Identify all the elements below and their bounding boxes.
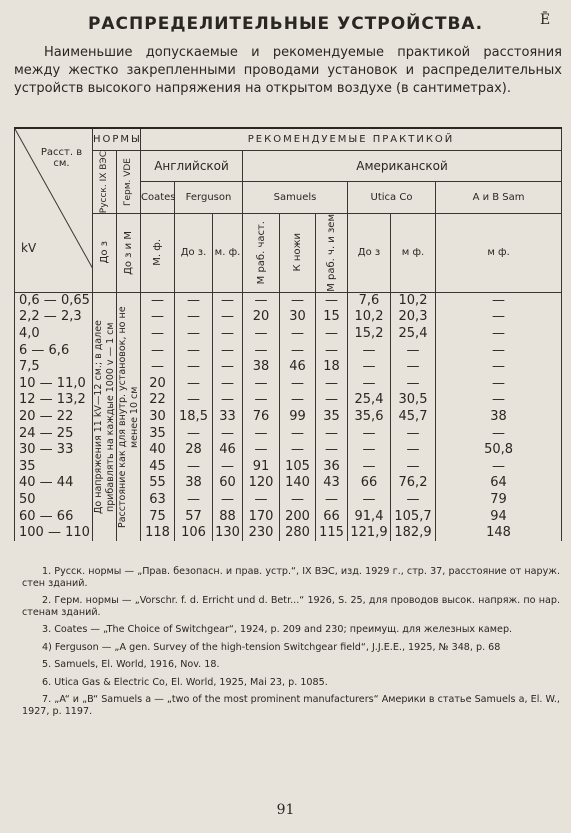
value-cell: —: [213, 375, 243, 392]
value-cell: —: [175, 326, 213, 343]
voltage-range-cell: 7,5: [15, 359, 93, 376]
footnote: 1. Русск. нормы — „Прав. безопасн. и прав. устр.“, IX ВЭС, изд. 1929 г., стр. 37, расстояние от наруж. стен зданий.: [22, 566, 560, 589]
voltage-range-cell: 10 — 11,0: [15, 375, 93, 392]
germ-norms-merged-cell: Расстояние как для внутр. установок, но не менее 10 см: [117, 292, 141, 541]
value-cell: —: [213, 425, 243, 442]
footnote: 4) Ferguson — „A gen. Survey of the high-tension Switchgear field“, J.J.E.E., 1925, № 348, p. 68: [42, 641, 501, 653]
value-cell: —: [391, 442, 436, 459]
value-cell: —: [391, 458, 436, 475]
value-cell: 50,8: [436, 442, 562, 459]
value-cell: —: [436, 392, 562, 409]
ferguson-do-subheader: До з.: [175, 213, 213, 292]
value-cell: 28: [175, 442, 213, 459]
value-cell: 15,2: [348, 326, 391, 343]
value-cell: 36: [316, 458, 348, 475]
value-cell: 22: [141, 392, 175, 409]
value-cell: 230: [243, 525, 280, 542]
value-cell: —: [436, 425, 562, 442]
value-cell: 280: [280, 525, 316, 542]
value-cell: —: [175, 492, 213, 509]
table-row: [15, 292, 562, 309]
value-cell: —: [175, 292, 213, 309]
value-cell: 140: [280, 475, 316, 492]
value-cell: —: [213, 392, 243, 409]
value-cell: 182,9: [391, 525, 436, 542]
value-cell: —: [175, 309, 213, 326]
value-cell: 121,9: [348, 525, 391, 542]
page-title: РАСПРЕДЕЛИТЕЛЬНЫЕ УСТРОЙСТВА.: [87, 14, 484, 34]
value-cell: 20: [243, 309, 280, 326]
value-cell: 99: [280, 409, 316, 426]
value-cell: 25,4: [348, 392, 391, 409]
voltage-range-cell: 2,2 — 2,3: [15, 309, 93, 326]
value-cell: 55: [141, 475, 175, 492]
value-cell: —: [243, 326, 280, 343]
value-cell: 15: [316, 309, 348, 326]
value-cell: 30: [280, 309, 316, 326]
value-cell: 46: [213, 442, 243, 459]
value-cell: —: [243, 292, 280, 309]
value-cell: —: [316, 425, 348, 442]
voltage-range-cell: 12 — 13,2: [15, 392, 93, 409]
value-cell: 30: [141, 409, 175, 426]
recommended-header: РЕКОМЕНДУЕМЫЕ ПРАКТИКОЙ: [141, 128, 562, 150]
voltage-range-cell: 6 — 6,6: [15, 342, 93, 359]
value-cell: 60: [213, 475, 243, 492]
value-cell: 120: [243, 475, 280, 492]
value-cell: 38: [175, 475, 213, 492]
table-body: [15, 292, 562, 541]
footnote: 6. Utica Gas & Electric Co, El. World, 1925, Mai 23, p. 1085.: [42, 676, 328, 688]
value-cell: —: [213, 492, 243, 509]
value-cell: —: [436, 309, 562, 326]
samuels-k-nozhi-subheader: К ножи: [280, 213, 316, 292]
value-cell: 25,4: [391, 326, 436, 343]
value-cell: 20,3: [391, 309, 436, 326]
utica-do-subheader: До з: [348, 213, 391, 292]
ferguson-mf-subheader: м. ф.: [213, 213, 243, 292]
value-cell: —: [243, 425, 280, 442]
value-cell: —: [243, 375, 280, 392]
value-cell: —: [280, 326, 316, 343]
value-cell: —: [391, 342, 436, 359]
value-cell: —: [436, 326, 562, 343]
voltage-range-cell: 0,6 — 0,65: [15, 292, 93, 309]
utica-header: Utica Co: [348, 182, 436, 214]
value-cell: —: [391, 425, 436, 442]
voltage-range-cell: 20 — 22: [15, 409, 93, 426]
ab-samuels-header: A и B Sam: [436, 182, 562, 214]
value-cell: 30,5: [391, 392, 436, 409]
value-cell: —: [213, 292, 243, 309]
kv-label: kV: [21, 241, 37, 255]
value-cell: —: [348, 442, 391, 459]
value-cell: —: [243, 342, 280, 359]
value-cell: —: [280, 292, 316, 309]
english-header: Английской: [141, 150, 243, 182]
value-cell: 170: [243, 508, 280, 525]
value-cell: —: [213, 309, 243, 326]
coates-mf-subheader: М. ф.: [141, 213, 175, 292]
value-cell: 88: [213, 508, 243, 525]
value-cell: —: [141, 326, 175, 343]
value-cell: 38: [243, 359, 280, 376]
value-cell: 46: [280, 359, 316, 376]
value-cell: —: [348, 359, 391, 376]
value-cell: —: [280, 425, 316, 442]
value-cell: 105: [280, 458, 316, 475]
voltage-range-cell: 30 — 33: [15, 442, 93, 459]
footnote: 5. Samuels, El. World, 1916, Nov. 18.: [42, 659, 220, 670]
footnotes: [22, 566, 560, 723]
value-cell: 35: [316, 409, 348, 426]
voltage-range-cell: 35: [15, 458, 93, 475]
value-cell: 18,5: [175, 409, 213, 426]
voltage-range-cell: 50: [15, 492, 93, 509]
value-cell: 148: [436, 525, 562, 542]
value-cell: 33: [213, 409, 243, 426]
value-cell: —: [280, 392, 316, 409]
voltage-range-cell: 40 — 44: [15, 475, 93, 492]
value-cell: —: [316, 442, 348, 459]
value-cell: 64: [436, 475, 562, 492]
voltage-range-cell: 4,0: [15, 326, 93, 343]
value-cell: —: [175, 359, 213, 376]
samuels-m-rab-zem-subheader: М раб. ч. и зем: [316, 213, 348, 292]
norms-header: НОРМЫ: [93, 128, 141, 150]
value-cell: —: [316, 326, 348, 343]
value-cell: 94: [436, 508, 562, 525]
value-cell: —: [141, 292, 175, 309]
voltage-range-cell: 60 — 66: [15, 508, 93, 525]
value-cell: —: [175, 342, 213, 359]
value-cell: —: [243, 442, 280, 459]
american-header: Американской: [243, 150, 562, 182]
value-cell: —: [280, 492, 316, 509]
value-cell: —: [175, 458, 213, 475]
samuels-m-rab-subheader: М раб. част.: [243, 213, 280, 292]
value-cell: —: [243, 492, 280, 509]
value-cell: 118: [141, 525, 175, 542]
value-cell: —: [316, 375, 348, 392]
value-cell: —: [141, 359, 175, 376]
value-cell: —: [348, 492, 391, 509]
value-cell: 10,2: [348, 309, 391, 326]
value-cell: 76,2: [391, 475, 436, 492]
value-cell: —: [175, 375, 213, 392]
value-cell: 130: [213, 525, 243, 542]
coates-header: Coates: [141, 182, 175, 214]
value-cell: —: [391, 375, 436, 392]
value-cell: —: [213, 342, 243, 359]
value-cell: —: [141, 309, 175, 326]
value-cell: 105,7: [391, 508, 436, 525]
value-cell: —: [436, 292, 562, 309]
distance-table: [14, 127, 562, 541]
germ-do-subheader: До з и М: [117, 213, 141, 292]
value-cell: —: [280, 375, 316, 392]
footnote: 3. Coates — „The Choice of Switchgear“, 1924, p. 209 and 230; преимущ. для железных камер.: [42, 624, 513, 635]
footnote: 7. „A“ и „B“ Samuels a — „two of the most prominent manufacturers“ Америки в статье Samuels a, El. W., 1927, p. 1197.: [22, 694, 560, 717]
table-caption: Наименьшие допускаемые и рекомендуемые практикой расстояния между жестко закрепленными проводами установок и распределительных устройств высокого напряжения на открытом воздухе (в сантиметрах).: [14, 45, 562, 96]
value-cell: 10,2: [391, 292, 436, 309]
value-cell: 75: [141, 508, 175, 525]
value-cell: —: [141, 342, 175, 359]
value-cell: —: [175, 425, 213, 442]
value-cell: 66: [348, 475, 391, 492]
value-cell: 45: [141, 458, 175, 475]
value-cell: —: [243, 392, 280, 409]
value-cell: 35: [141, 425, 175, 442]
value-cell: —: [280, 342, 316, 359]
footnote: 2. Герм. нормы — „Vorschr. f. d. Erricht und d. Betr...“ 1926, S. 25, для проводов высок. напряж. по нар. стенам зданий.: [22, 595, 560, 618]
value-cell: —: [348, 458, 391, 475]
value-cell: —: [316, 342, 348, 359]
value-cell: 115: [316, 525, 348, 542]
value-cell: —: [280, 442, 316, 459]
utica-mf-subheader: м ф.: [391, 213, 436, 292]
value-cell: 91,4: [348, 508, 391, 525]
value-cell: —: [436, 375, 562, 392]
value-cell: 18: [316, 359, 348, 376]
value-cell: 40: [141, 442, 175, 459]
diagonal-header-cell: [15, 128, 93, 292]
value-cell: —: [348, 425, 391, 442]
value-cell: —: [436, 342, 562, 359]
value-cell: —: [175, 392, 213, 409]
voltage-range-cell: 24 — 25: [15, 425, 93, 442]
value-cell: 35,6: [348, 409, 391, 426]
value-cell: 7,6: [348, 292, 391, 309]
russ-norms-merged-cell: До напряжения 11 kV—12 см.; в далее прибавлять на каждые 1000 v — 1 см: [93, 292, 117, 541]
value-cell: 91: [243, 458, 280, 475]
russ-norms-header: Русск. IX ВЭС: [93, 150, 117, 213]
russ-do-subheader: До з: [93, 213, 117, 292]
value-cell: 57: [175, 508, 213, 525]
value-cell: —: [213, 458, 243, 475]
value-cell: 76: [243, 409, 280, 426]
value-cell: 79: [436, 492, 562, 509]
distance-label: Расст. в см.: [40, 147, 83, 169]
ferguson-header: Ferguson: [175, 182, 243, 214]
value-cell: 66: [316, 508, 348, 525]
value-cell: —: [391, 359, 436, 376]
value-cell: 63: [141, 492, 175, 509]
value-cell: 200: [280, 508, 316, 525]
value-cell: —: [316, 292, 348, 309]
value-cell: —: [436, 359, 562, 376]
value-cell: 38: [436, 409, 562, 426]
page-number: 91: [276, 802, 295, 818]
germ-norms-header: Герм. VDE: [117, 150, 141, 213]
value-cell: —: [391, 492, 436, 509]
value-cell: 20: [141, 375, 175, 392]
value-cell: —: [213, 359, 243, 376]
corner-mark: Ē: [540, 12, 551, 28]
value-cell: —: [436, 458, 562, 475]
value-cell: —: [213, 326, 243, 343]
voltage-range-cell: 100 — 110: [15, 525, 93, 542]
value-cell: —: [316, 492, 348, 509]
value-cell: —: [348, 375, 391, 392]
value-cell: 106: [175, 525, 213, 542]
ab-mf-subheader: м ф.: [436, 213, 562, 292]
samuels-header: Samuels: [243, 182, 348, 214]
value-cell: —: [348, 342, 391, 359]
value-cell: 45,7: [391, 409, 436, 426]
distance-table-wrapper: [14, 127, 561, 541]
value-cell: —: [316, 392, 348, 409]
value-cell: 43: [316, 475, 348, 492]
